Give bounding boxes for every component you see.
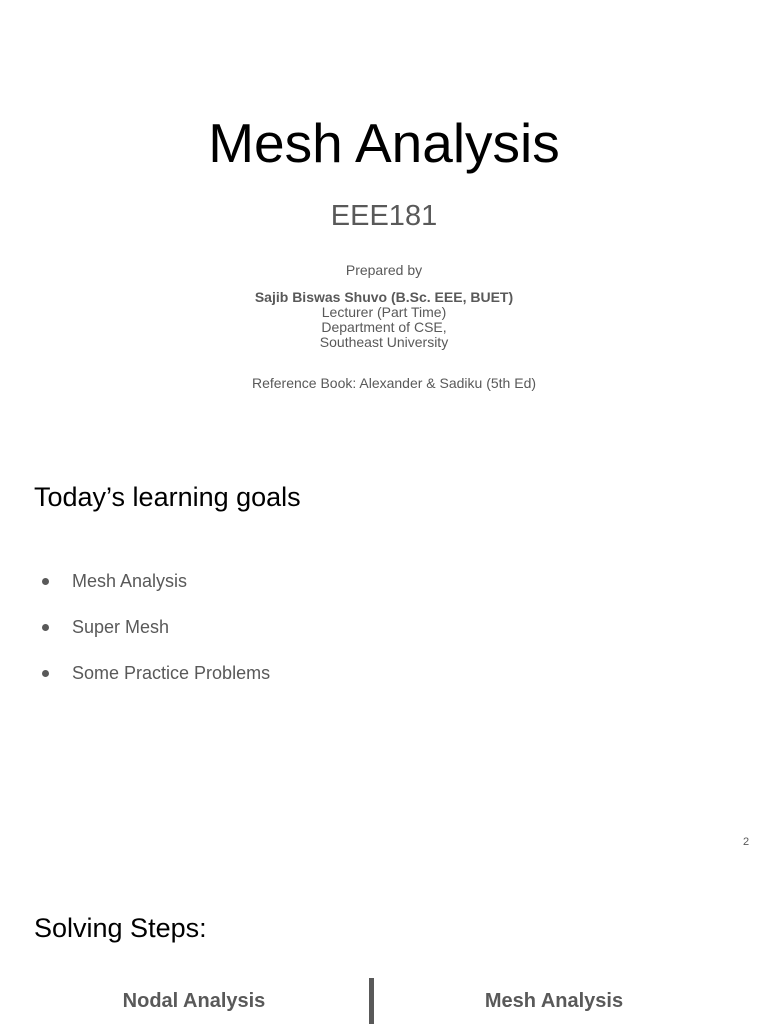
list-item bbox=[42, 650, 270, 696]
bullet-icon bbox=[42, 578, 49, 585]
learning-goals-slide bbox=[0, 432, 768, 864]
author-department: Department of CSE, bbox=[321, 319, 447, 335]
goals-heading: Today’s learning goals bbox=[34, 482, 301, 512]
solving-steps-slide bbox=[0, 864, 768, 1024]
author-university: Southeast University bbox=[319, 334, 449, 350]
steps-heading: Solving Steps: bbox=[34, 913, 207, 943]
goal-text: Some Practice Problems bbox=[72, 662, 271, 683]
goal-text: Super Mesh bbox=[72, 616, 170, 637]
list-item bbox=[42, 558, 270, 604]
title-slide bbox=[0, 0, 768, 432]
column-divider bbox=[369, 978, 374, 1024]
page-number: 2 bbox=[742, 836, 750, 848]
author-info bbox=[0, 290, 768, 350]
course-code: EEE181 bbox=[330, 200, 438, 232]
bullet-icon bbox=[42, 670, 49, 677]
mesh-analysis-heading: Mesh Analysis bbox=[484, 990, 624, 1012]
prepared-by-label: Prepared by bbox=[345, 262, 423, 278]
nodal-analysis-heading: Nodal Analysis bbox=[122, 990, 266, 1012]
goals-list bbox=[42, 558, 270, 696]
slide-title: Mesh Analysis bbox=[208, 112, 560, 174]
goal-text: Mesh Analysis bbox=[72, 570, 188, 591]
bullet-icon bbox=[42, 624, 49, 631]
list-item bbox=[42, 604, 270, 650]
reference-book: Reference Book: Alexander & Sadiku (5th Ed) bbox=[251, 375, 537, 391]
author-name: Sajib Biswas Shuvo (B.Sc. EEE, BUET) bbox=[254, 289, 514, 305]
author-position: Lecturer (Part Time) bbox=[321, 304, 447, 320]
